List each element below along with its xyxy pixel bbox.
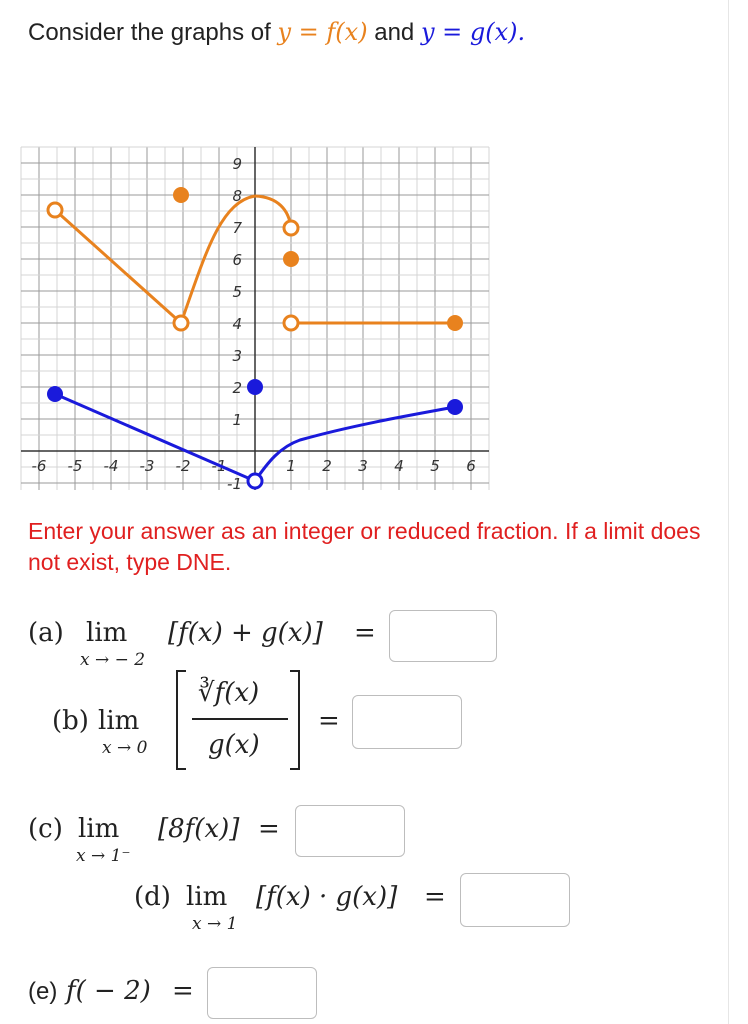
x-tick-label: 4 (394, 457, 404, 475)
limit-approach: x → 0 (102, 738, 148, 758)
x-tick-label: -3 (139, 457, 155, 475)
answer-b-input[interactable] (352, 695, 462, 749)
f-filled-point (283, 251, 299, 267)
question-d-label: (d) (134, 882, 171, 912)
x-tick-label: 6 (466, 457, 476, 475)
f-open-point (284, 316, 298, 330)
question-a-label: (a) (28, 618, 64, 648)
question-c-label: (c) (28, 814, 63, 844)
question-d-equals: = (424, 882, 446, 912)
question-e-equals: = (172, 976, 194, 1006)
limit-approach: x → 1⁻ (76, 846, 131, 866)
question-c-expression: [8f(x)] (158, 814, 240, 844)
g-filled-point (447, 399, 463, 415)
x-tick-label: -1 (211, 457, 227, 475)
question-d (134, 882, 171, 912)
question-a (28, 618, 64, 648)
question-b-numerator: ∛f(x) (198, 678, 260, 708)
y-tick-label: 8 (232, 187, 242, 205)
fraction-bar (192, 718, 288, 720)
y-tick-label: 2 (232, 379, 242, 397)
answer-d-input[interactable] (460, 873, 570, 927)
y-tick-label: 4 (232, 315, 242, 333)
y-tick-label: 7 (232, 219, 242, 237)
y-tick-label: 9 (232, 155, 242, 173)
x-tick-label: 1 (286, 457, 296, 475)
question-heading (28, 18, 525, 47)
answer-instructions: Enter your answer as an integer or reduced fraction. If a limit does not exist, type DNE. (28, 518, 701, 575)
limit-word: lim (98, 706, 140, 736)
f-open-point (284, 221, 298, 235)
x-tick-label: -6 (31, 457, 47, 475)
question-e-expression: f( − 2) (66, 976, 151, 1006)
question-c-equals: = (258, 814, 280, 844)
question-a-limit (80, 618, 146, 670)
function-graph (0, 70, 520, 490)
x-tick-label: 5 (430, 457, 440, 475)
f-open-point (48, 203, 62, 217)
limit-word: lim (86, 618, 128, 648)
question-b-limit (98, 706, 148, 758)
x-axis-tick-labels (32, 457, 476, 475)
x-tick-label: -4 (103, 457, 119, 475)
graph-axes (21, 147, 489, 490)
g-segment-left (55, 394, 255, 481)
f-function-label: y = f(x) (277, 18, 368, 46)
x-tick-label: -5 (67, 457, 83, 475)
limit-approach: x → 1 (192, 914, 238, 934)
question-b (52, 706, 89, 736)
g-segment-right (255, 407, 455, 481)
question-e (28, 978, 57, 1006)
question-a-expression: [f(x) + g(x)] (168, 618, 323, 648)
limit-approach: x → − 2 (80, 650, 146, 670)
y-tick-label: 1 (232, 411, 242, 429)
y-tick-label: 3 (232, 347, 242, 365)
g-filled-point (47, 386, 63, 402)
x-tick-label: 3 (358, 457, 368, 475)
answer-c-input[interactable] (295, 805, 405, 857)
heading-prefix: Consider the graphs of (28, 19, 271, 46)
g-filled-point (247, 379, 263, 395)
right-bracket (290, 670, 300, 770)
left-bracket (176, 670, 186, 770)
y-tick-label: 5 (232, 283, 242, 301)
x-tick-label: 2 (322, 457, 332, 475)
y-tick-label: 6 (232, 251, 242, 269)
f-filled-point (447, 315, 463, 331)
question-b-label: (b) (52, 706, 89, 736)
question-a-equals: = (354, 618, 376, 648)
heading-joiner: and (374, 19, 415, 46)
question-c-limit (76, 814, 131, 866)
question-b-equals: = (318, 706, 340, 736)
answer-a-input[interactable] (389, 610, 497, 662)
g-function-label: y = g(x). (420, 18, 526, 46)
f-open-point (174, 316, 188, 330)
y-tick-label: -1 (227, 475, 242, 490)
limit-word: lim (78, 814, 120, 844)
limit-word: lim (186, 882, 228, 912)
question-d-limit (186, 882, 238, 934)
question-b-denominator: g(x) (208, 730, 260, 760)
f-filled-point (173, 187, 189, 203)
page-right-border (728, 0, 729, 1024)
answer-e-input[interactable] (207, 967, 317, 1019)
g-open-point (248, 474, 262, 488)
question-d-expression: [f(x) · g(x)] (256, 882, 398, 912)
x-tick-label: -2 (175, 457, 191, 475)
question-e-label: (e) (28, 978, 58, 1005)
question-c (28, 814, 63, 844)
